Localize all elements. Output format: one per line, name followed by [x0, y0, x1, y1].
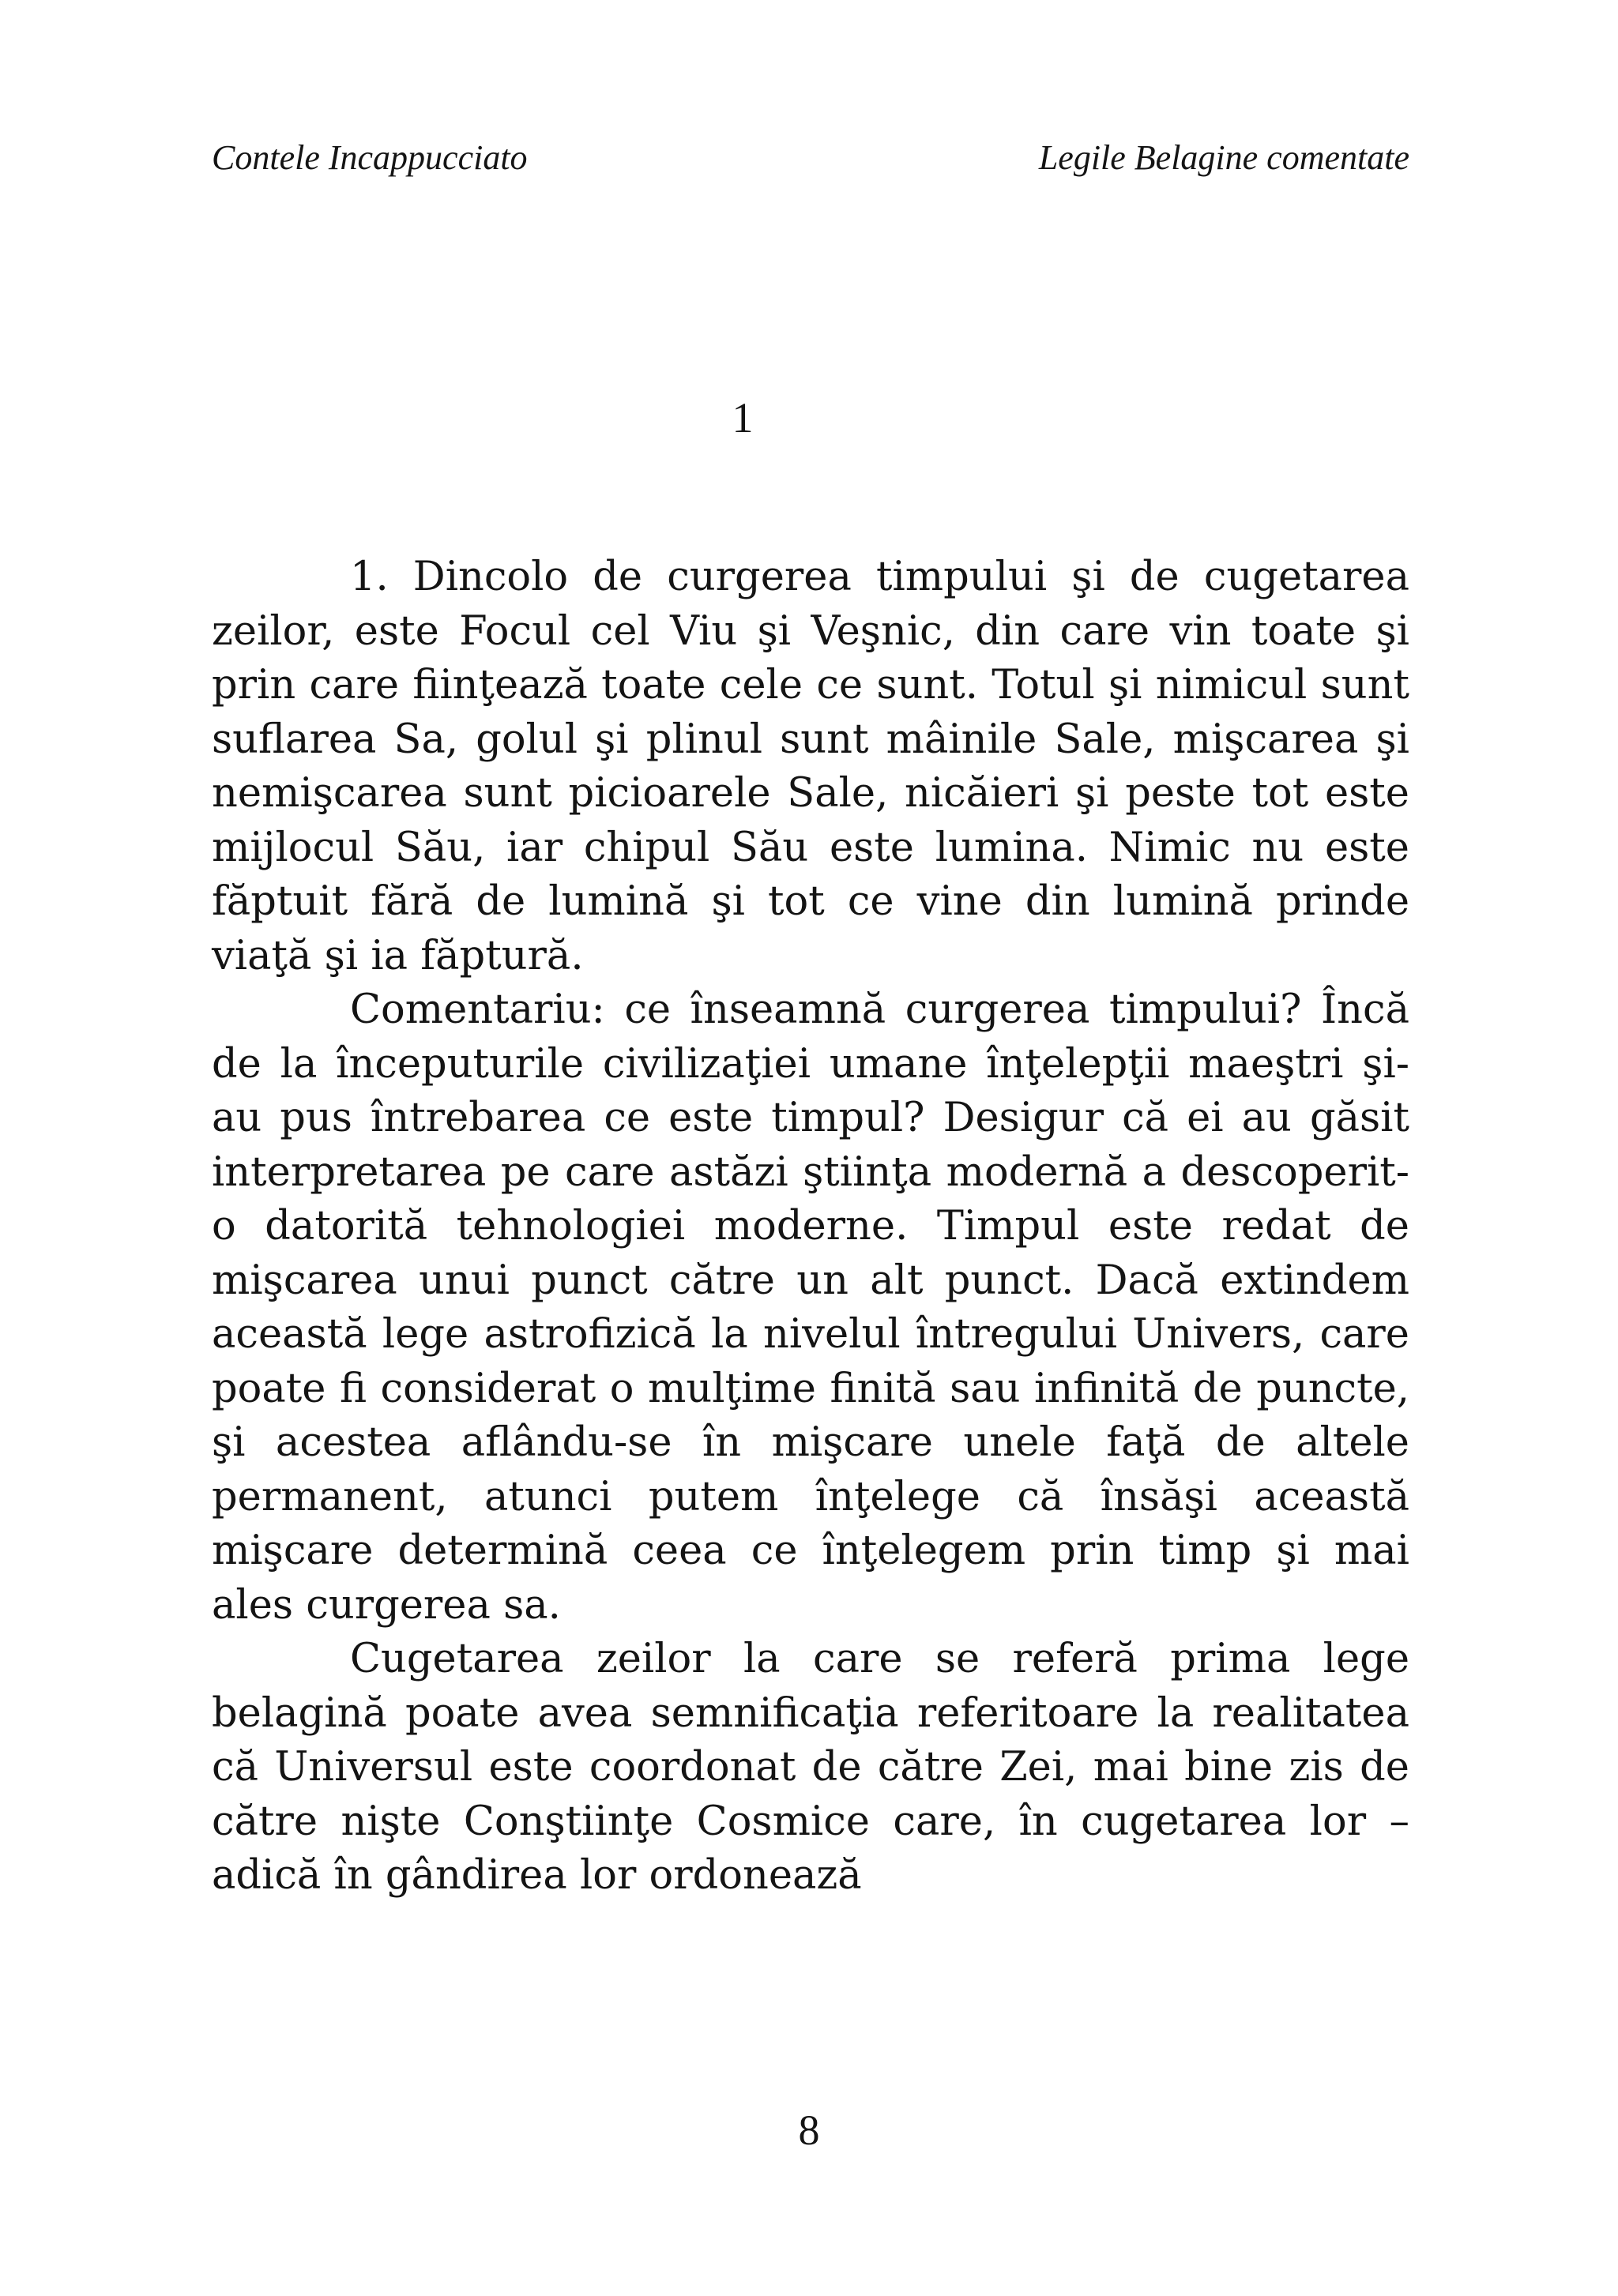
paragraph-commentary: Comentariu: ce înseamnă curgerea timpului? Încă de la începuturile civilizaţiei umane înţelepţii maeştri şi-au pus întrebarea ce este timpul? Desigur că ei au găsit interpretarea pe care astăzi ştiinţa modernă a descoperit-o datorită tehnologiei moderne. Timpul este redat de mişcarea unui punct către un alt punct. Dacă extindem această lege astrofizică la nivelul întregului Univers, care poate fi considerat o mulţime finită sau infinită de puncte, şi acestea aflându-se în mişcare unele faţă de altele permanent, atunci putem înţelege că însăşi această mişcare determină ceea ce înţelegem prin timp şi mai ales curgerea sa. [212, 986, 1409, 1629]
page-number: 8 [798, 2106, 820, 2154]
running-header [212, 136, 1409, 180]
paragraph-continuation: Cugetarea zeilor la care se referă prima lege belagină poate avea semnificaţia referitoare la realitatea că Universul este coordonat de către Zei, mai bine zis de către nişte Conştiinţe Cosmice care, în cugetarea lor – adică în gândirea lor ordonează [212, 1636, 1409, 1899]
header-author: Contele Incappucciato [212, 138, 528, 177]
chapter-number: 1 [732, 394, 754, 442]
body-text [212, 551, 1409, 1903]
paragraph-law-1: 1. Dincolo de curgerea timpului şi de cugetarea zeilor, este Focul cel Viu şi Veşnic, din care vin toate şi prin care fiinţează toate cele ce sunt. Totul şi nimicul sunt suflarea Sa, golul şi plinul sunt mâinile Sale, mişcarea şi nemişcarea sunt picioarele Sale, nicăieri şi peste tot este mijlocul Său, iar chipul Său este lumina. Nimic nu este făptuit fără de lumină şi tot ce vine din lumină prinde viaţă şi ia făptură. [212, 554, 1409, 979]
header-book-title: Legile Belagine comentate [1038, 138, 1409, 177]
